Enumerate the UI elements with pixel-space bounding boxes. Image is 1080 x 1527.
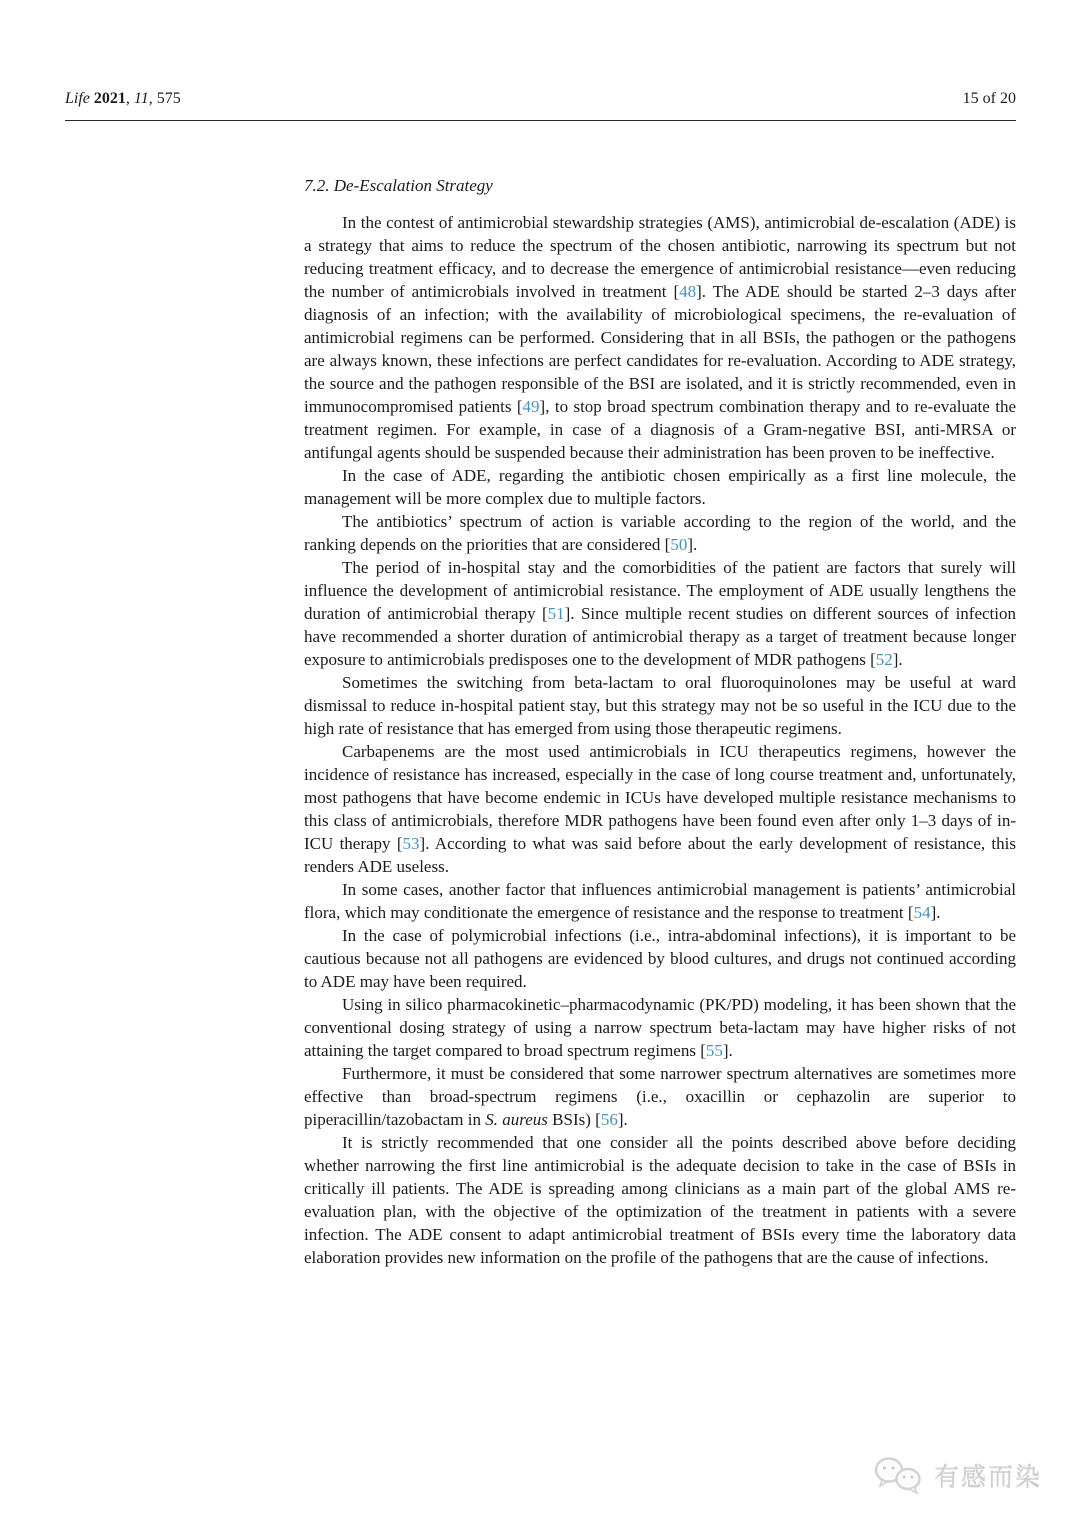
paragraph [304, 878, 1016, 924]
paragraph [304, 993, 1016, 1062]
citation-ref[interactable]: 52 [875, 650, 893, 669]
citation-ref[interactable]: 53 [402, 834, 420, 853]
text-segment: ]. [617, 1110, 628, 1129]
text-segment: ], to stop broad spectrum combination therapy and to re-evaluate the treatment regimen. For example, in case of a diagnosis of a Gram-negative BSI, anti-MRSA or antifungal agents should be suspended because their administration has been proven to be ineffective. [304, 397, 1016, 462]
text-segment: Furthermore, it must be considered that some narrower spectrum alternatives are sometimes more effective than broad-spectrum regimens (i.e., oxacillin or cephazolin are superior to piperacillin/tazobactam in [304, 1064, 1016, 1129]
text-segment: , [125, 90, 134, 107]
citation-ref[interactable]: 54 [913, 903, 931, 922]
watermark [873, 1455, 1042, 1497]
text-segment: In the case of polymicrobial infections (i.e., intra-abdominal infections), it is important to be cautious because not all pathogens are evidenced by blood cultures, and drugs not continued according to ADE may have been required. [304, 926, 1016, 991]
text-segment: In the case of ADE, regarding the antibiotic chosen empirically as a first line molecule, the management will be more complex due to multiple factors. [304, 466, 1016, 508]
header-divider [65, 120, 1016, 121]
citation-ref[interactable]: 55 [705, 1041, 723, 1060]
text-segment: ]. [930, 903, 941, 922]
watermark-text: 有感而染 [933, 1463, 1042, 1492]
text-segment: ]. According to what was said before about the early development of resistance, this renders ADE useless. [304, 834, 1016, 876]
paragraph [304, 1131, 1016, 1269]
text-segment: BSIs) [ [547, 1110, 601, 1129]
section-heading: 7.2. De-Escalation Strategy [304, 176, 493, 195]
citation-ref[interactable]: 50 [670, 535, 688, 554]
text-segment: Sometimes the switching from beta-lactam to oral fluoroquinolones may be useful at ward dismissal to reduce in-hospital patient stay, but this strategy may not be so useful in the ICU due to the high rate of resistance that has emerged from using those therapeutic regimens. [304, 673, 1016, 738]
text-segment: S. aureus [485, 1110, 548, 1129]
paragraph [304, 464, 1016, 510]
paragraph [304, 1062, 1016, 1131]
text-segment: , 575 [148, 90, 181, 107]
citation-ref[interactable]: 51 [547, 604, 565, 623]
text-segment: ]. [892, 650, 903, 669]
wechat-chat-bubbles-icon [873, 1455, 925, 1497]
paragraph [304, 510, 1016, 556]
citation-ref[interactable]: 49 [522, 397, 540, 416]
text-segment: The antibiotics’ spectrum of action is variable according to the region of the world, and the ranking depends on the priorities that are considered [ [304, 512, 1016, 554]
paragraph [304, 740, 1016, 878]
text-segment: It is strictly recommended that one consider all the points described above before deciding whether narrowing the first line antimicrobial is the adequate decision to take in the case of BSIs in critically ill patients. The ADE is spreading among clinicians as a main part of the global AMS re-evaluation plan, with the objective of the optimization of the treatment in patients with a severe infection. The ADE consent to adapt antimicrobial treatment of BSIs every time the laboratory data elaboration provides new information on the profile of the pathogens that are the cause of infections. [304, 1133, 1016, 1267]
text-segment: The period of in-hospital stay and the comorbidities of the patient are factors that surely will influence the development of antimicrobial resistance. The employment of ADE usually lengthens the duration of antimicrobial therapy [ [304, 558, 1016, 623]
journal-citation [65, 90, 181, 108]
paragraph [304, 671, 1016, 740]
text-segment: In some cases, another factor that influences antimicrobial management is patients’ antimicrobial flora, which may conditionate the emergence of resistance and the response to treatment [ [304, 880, 1016, 922]
paragraphs-container [304, 211, 1016, 1269]
text-segment: In the contest of antimicrobial stewardship strategies (AMS), antimicrobial de-escalation (ADE) is a strategy that aims to reduce the spectrum of the chosen antibiotic, narrowing its spectrum but not reducing treatment efficacy, and to decrease the emergence of antimicrobial resistance—even reducing the number of antimicrobials involved in treatment [ [304, 213, 1016, 301]
text-segment: Life [65, 90, 90, 107]
article-body [304, 174, 1016, 1269]
citation-ref[interactable]: 56 [600, 1110, 618, 1129]
text-segment: 2021 [93, 90, 126, 107]
citation-ref[interactable]: 48 [679, 282, 697, 301]
paragraph [304, 211, 1016, 464]
text-segment: ]. The ADE should be started 2–3 days after diagnosis of an infection; with the availability of microbiological specimens, the re-evaluation of antimicrobial regimens can be performed. Considering that in all BSIs, the pathogen or the pathogens are always known, these infections are perfect candidates for re-evaluation. According to ADE strategy, the source and the pathogen responsible of the BSI are isolated, and it is strictly recommended, even in immunocompromised patients [ [304, 282, 1016, 416]
paragraph [304, 556, 1016, 671]
text-segment: Using in silico pharmacokinetic–pharmacodynamic (PK/PD) modeling, it has been shown that the conventional dosing strategy of using a narrow spectrum beta-lactam may have higher risks of not attaining the target compared to broad spectrum regimens [ [304, 995, 1016, 1060]
text-segment: ]. Since multiple recent studies on different sources of infection have recommended a shorter duration of antimicrobial therapy as a target of treatment because longer exposure to antimicrobials predisposes one to the development of MDR pathogens [ [304, 604, 1016, 669]
text-segment: Carbapenems are the most used antimicrobials in ICU therapeutics regimens, however the incidence of resistance has increased, especially in the case of long course treatment and, unfortunately, most pathogens that have become endemic in ICUs have developed multiple resistance mechanisms to this class of antimicrobials, therefore MDR pathogens have been found even after only 1–3 days of in-ICU therapy [ [304, 742, 1016, 853]
text-segment: 11 [133, 90, 149, 107]
page-number: 15 of 20 [962, 90, 1016, 107]
text-segment: ]. [687, 535, 698, 554]
page-header [65, 90, 1016, 108]
paragraph [304, 924, 1016, 993]
text-segment: ]. [722, 1041, 733, 1060]
